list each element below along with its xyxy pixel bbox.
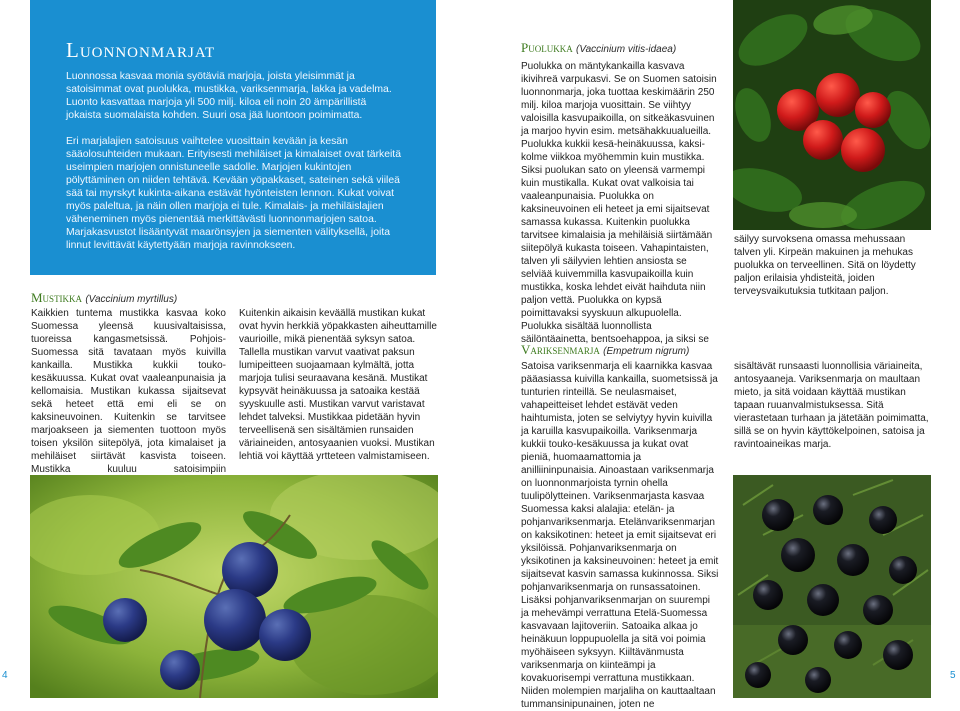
pollination-text [66,135,402,252]
lingonberry [803,120,843,160]
crowberry [837,544,869,576]
variksenmarja-heading [521,342,689,358]
page-title: Luonnonmarjat [66,38,216,62]
variksenmarja-latin: (Empetrum nigrum) [603,346,690,357]
crowberry [762,499,794,531]
crowberry [883,640,913,670]
mustikka-heading [31,290,177,306]
lingonberry-image [733,0,931,230]
variksenmarja-continued: sisältävät runsaasti luonnollisia väriaineita, antosyaaneja. Variksenmarja on maultaan mieto, ja sitä voidaan käyttää mustikan tapaan ruuanvalmistuksessa. Sitä vierastetaan turhaan ja jätetään poimimatta, sillä se on hyvin käyttökelpoinen, satoisa ja ravintoaineikas marja. [734,361,929,450]
crowberry [834,631,862,659]
pollination-paragraph: Eri marjalajien satoisuus vaihtelee vuosittain kevään ja kesän sääolosuhteiden mukaan. Erityisesti mehiläiset ja kimalaiset ovat tärkeitä useimpien marjojen onnistuneelle sadolle. Marjojen kukintojen pölyttäminen on niiden tehtävä. Kevään yöpakkaset, sateinen sekä viileä sää tai myrskyt kukinta-aikana estävät hyönteisten lennon. Kukat voivat myös paleltua, ja näin ollen marjoja ei tule. Kimalais- ja mehiläislajien väheneminen myös pienentää merkittävästi luonnonmarjojen satoa. Marjakasvustot lisääntyvät maarönsyjen ja siementen välityksellä, joita linnut levittävät käytettyään marjoja ravinnokseen. [66,136,401,251]
crowberry [781,538,815,572]
blueberry [103,598,147,642]
variksenmarja-text: Satoisa variksenmarja eli kaarnikka kasvaa pääasiassa kuivilla kankailla, suometsissä ja tunturien rinteillä. Se neulasmaiset, vahapeitteiset lehdet estävät veden haihtumista, joten se selviytyy hyvin kuivilla ja karuilla kasvupaikoilla. Variksenmarja kukkii touko-kesäkuussa ja kukat ovat pieniä, huomaamattomia ja anilliininpunaisia. Ainoastaan variksenmarja on luonnonmarjoista tyrnin ohella tuulipölytteinen. Variksenmarjasta kasvaa Suomessa kaksi alalajia: etelän- ja pohjanvariksenmarja. Etelänvariksenmarjan on kaksikotinen: heteet ja emit sijaitsevat eri yksilöissä. Pohjanvariksenmarja on yksikotinen ja kaksineuvoinen: heteet ja emit sijaitsevat kasvin samassa kukinnossa. Siksi pohjanvariksenmarja on runsassatoinen. Lisäksi pohjanvariksenmarjan on suurempi ja mehevämpi verrattuna Etelä-Suomessa kasvavaan lajitoveriin. Satoaika alkaa jo heinäkuun loppupuolella ja sitä voi poimia myöhäiseen syksyyn. Kiiltävänmusta variksenmarja on kiinteämpi ja kovakuorisempi verrattuna mustikkaan. Niiden molempien marjaliha on kauttaaltaan tummansinipunainen, joten ne [521,361,719,710]
crowberry [813,495,843,525]
crowberry [807,584,839,616]
crowberry [889,556,917,584]
blueberry [160,650,200,690]
mustikka-latin: (Vaccinium myrtillus) [85,294,178,305]
variksenmarja-heading-text: Variksenmarja [521,342,600,357]
crowberry [778,625,808,655]
blueberry-image [30,475,438,698]
blueberry [259,609,311,661]
puolukka-heading [521,40,676,56]
crowberry [863,595,893,625]
crowberry [869,506,897,534]
intro-paragraph: Luonnossa kasvaa monia syötäviä marjoja, joista yleisimmät ja satoisimmat ovat puolukka, mustikka, variksenmarja, lakka ja vadelma. Luonto kasvattaa marjoja yli 500 milj. kiloa eli noin 20 ämpärillistä jokaista suomalaista kohden. Suuri osa jää luontoon poimimatta. [66,71,392,121]
blueberry [204,589,266,651]
crowberry [745,662,771,688]
blueberry-photo [30,475,438,698]
crowberry-image [733,475,931,698]
lingonberry [841,128,885,172]
crowberry [805,667,831,693]
page-number-left: 4 [2,670,8,681]
lingonberry-photo [733,0,931,230]
puolukka-heading-text: Puolukka [521,40,573,55]
lingonberry [816,73,860,117]
crowberry-photo [733,475,931,698]
lingonberry [855,92,891,128]
mustikka-heading-text: Mustikka [31,290,83,305]
page-number-right: 5 [950,670,956,681]
puolukka-text: Puolukka on mäntykankailla kasvava ikivihreä varpukasvi. Se on Suomen satoisin luonnonmarja, joka tuottaa keskimäärin 250 milj. kiloa marjoja vuosittain. Se viihtyy valoisilla kasvupaikoilla, on sitkeäkasvuinen ja marjoo hyvin esim. metsähakkuualueilla. Puolukka kukkii kesä-heinäkuussa, kaksi-kolme viikkoa myöhemmin kuin mustikka. Siksi puolukan sato on yleensä varmempi kuin mustikalla. Kukat ovat valkoisia tai vaaleanpunaisia. Puolukka on kaksineuvoinen eli heteet ja emi sijaitsevat samassa kukassa. Kuitenkin puolukka tarvitsee kimalaisia ja mehiläisiä siirtämään siitepölyä kukasta toiseen. Vahapintaisten, talven yli säilyvien lehtien ansiosta se selviää kuivemmilla kasvupaikoilla kuin mustikka, koska lehdet eivät haihduta niin paljon vettä. Puolukka on kypsä poimittavaksi syyskuun alkupuolella. Puolukka sisältää luonnollista säilöntäainetta, bentsoehappoa, ja siksi se [521,61,717,345]
intro-text [66,70,402,122]
puolukka-latin: (Vaccinium vitis-idaea) [575,44,677,55]
puolukka-continued: säilyy survoksena omassa mehussaan talven yli. Kirpeän makuinen ja mehukas puolukka on terveellinen. Sitä on löydetty paljon erilaisia yhdisteitä, joiden terveysvaikutuksia tutkitaan paljon. [734,234,916,297]
mustikka-col1: Kaikkien tuntema mustikka kasvaa koko Suomessa yleensä kuusivaltaisissa, tuoreissa kangasmetsissä. Pohjois-Suomessa sitä tavataan myös kuivilla kankailla. Mustikka kukkii touko-kesäkuussa. Kukat ovat vaaleanpunaisia ja kellomaisia. Mustikan kukassa sijaitsevat sekä heteet että emi eli se on kaksineuvoinen. Kuitenkin se tarvitsee marjoakseen ja siementen tuottoon myös toisen yksilön siitepölyä, jota kimalaiset ja mehiläiset siirtävät kasvista toiseen. Mustikka kuuluu satoisimpiin [31,308,226,475]
mustikka-col2: Kuitenkin aikaisin keväällä mustikan kukat ovat hyvin herkkiä yöpakkasten aiheuttamille vaurioille, mikä pienentää syksyn satoa. Tallella mustikan varvut vaativat paksun lumipeitteen suojaamaan kylmältä, jotta marjoja tulisi seuraavana kesänä. Mustikat kypsyvät heinäkuussa ja satoaika kestää syyskuulle asti. Mustikan varvut varistavat lehdet talveksi. Mustikkaa pidetään hyvin terveellisenä sen sisältämien runsaiden väriaineiden, antosyaanien vuoksi. Mustikan lehtiä voi käyttää yrtteteen valmistamiseen. [239,308,437,462]
crowberry [753,580,783,610]
